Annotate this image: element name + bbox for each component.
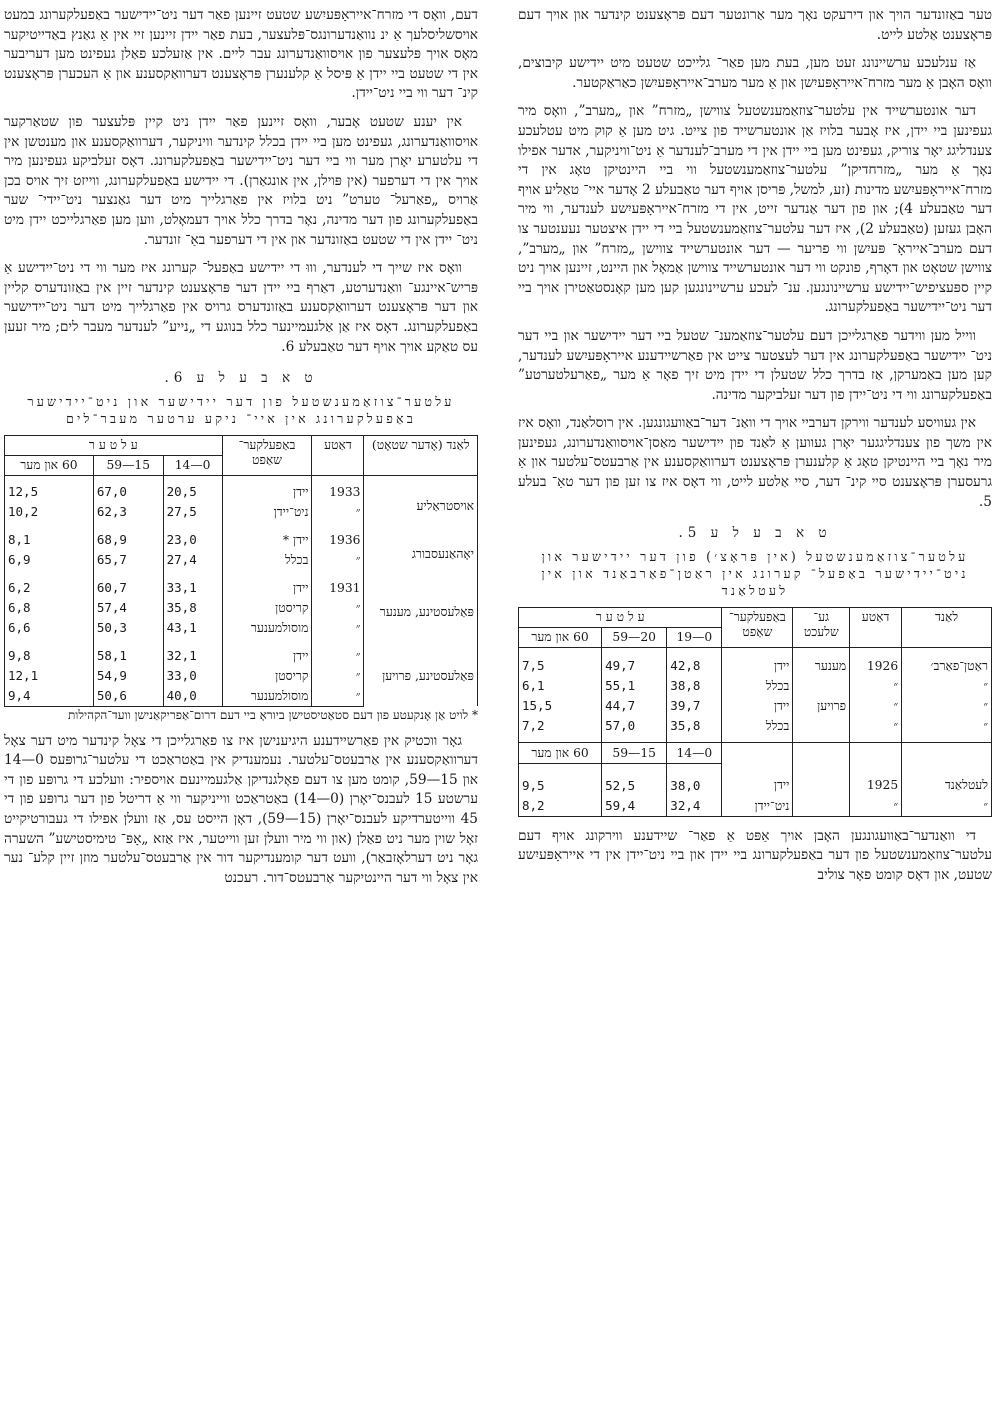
table-6-heading: ט א ב ע ל ע 6. xyxy=(164,370,318,387)
table-row: פּאַלעסטינע, מענער 1931 יידן 33,1 60,7 6,2 xyxy=(5,578,478,598)
table-row: ״ קריסטן 35,8 57,4 6,8 xyxy=(5,598,478,618)
table-row: ״ בכלל 27,4 65,7 6,9 xyxy=(5,550,478,578)
table-row: ״ ניט־יידן 27,5 62,3 10,2 xyxy=(5,502,478,530)
table-5-heading: ט א ב ע ל ע 5. xyxy=(678,525,832,542)
table-row: ״ ״ בכלל 35,8 57,0 7,2 xyxy=(519,716,992,743)
table-6-footnote: * לויט אַן אָנקעטע פון דעם סטאַטיסטישן ביוראָ ביי דעם דרום־אַפריקאַנישן וועד־הקהילות xyxy=(67,707,478,722)
paragraph: די וואַנדער־באַוועגונגען האָבן אויך אַפּט אַ פאַר־ שיידענע ווירקונג אויף דעם עלטער־צוזאַמענשטעל פון דער באַפעלקערונג ביי יידן און ביי ניט־יידן אין די אייראָפּעיִשע שטעט, און דאָס קומט פאָר צוליב xyxy=(518,827,992,884)
table-row: ״ ״ בכלל 38,8 55,1 6,1 xyxy=(519,676,992,696)
right-column xyxy=(518,6,992,895)
age-band: 20—59 xyxy=(602,627,667,647)
paragraph: דעם, וואָס די מזרח־אייראָפּעיִשע שטעט זיינען פאַר דער ניט־יידישער באַפעלקערונג במעט אויסשליסלעך אַ ינ נוואַנדערונגס־פּלעצער, בעת פאַר יידן זיינען זיי אין אַ גאַנץ באַדייטיקער מאָס אויך פּלעצער פון אויסוואַנדערונג עבר ליים. אין אַזעלכע פאַלן געפינט מען דעריבער אין די שטעט ביי יידן אַ פּיסל אַ קלענערן פּראָצענט דערוואַקסענע און אַ העכערן פּראָצענט קינ־ דער ווי ביי ניט־יידן. xyxy=(4,7,478,102)
col-header-group: באַפעלקער־ שאַפט xyxy=(722,607,793,647)
col-header-group: באַפעלקער־ שאַפט xyxy=(222,435,312,475)
age-band: 15—59 xyxy=(602,742,667,763)
age-band: 15—59 xyxy=(93,455,163,475)
paragraph: וואָס איז שייך די לענדער, וווּ די יידישע באַפעל־ קערונג איז מער ווי די ניט־יידישע אַ פּריש־איינגע־ וואַנדערטע, דאַרף ביי יידן דער פּראָצענט קינדער זיין אין באַזונדערס קליין און דער פּראָצענט דערוואַקסענע באַזונדערס גרויס אין פאַרגלייך מיט דער ניט־יידישער באַפעלקערונג. דאָס איז אַן אַלגעמיינער כלל בנוגע די „נייע” לענדער מעבר לים; מיר זעען עס טאַקע אויך אויף דער טאַבעלע 6. xyxy=(4,260,478,355)
col-header-land: לאַנד (אָדער שטאָט) xyxy=(364,435,478,475)
table-subheader xyxy=(519,742,992,763)
age-band: 0—14 xyxy=(163,455,222,475)
paragraph: אין יענע שטעט אָבער, וואָס זיינען פאַר יידן ניט קיין פּלעצער פון שטאַרקער אויסוואַנדערונג, געפינט מען ביי יידן בכלל קינדער וויניקער, דערוואַקסענע און מענטשן אין די עלטערע יאָרן מער ווי ביי דער ניט־יידישער באַפעלקערונג. דאָס זעלביקע געפינען מיר אויך אין די דערפער (אין פּוילן, אין אונגאַרן). די יידישע באַפעלקערונג, ווייזט זיך אויס בכן אַרויס „פאַרעל־ טערט” ניט בלויז אין פאַרגלייך מיט דער גאַנצער ניט־יידי־ שער באַפעלקערונג פון דער מדינה, נאָר בדרך כלל אויך דעמאָלט, ווען מען פאַרגלייכט יידן מיט ניט־ יידן אין די שטעט באַזונדער און אין די דערפער באַ־ זונדער. xyxy=(4,113,478,248)
table-row: ״ קריסטן 33,0 54,9 12,1 xyxy=(5,666,478,686)
table-5 xyxy=(518,607,992,817)
table-6 xyxy=(4,435,478,707)
table-row: פּאַלעסטינע, פרויען ״ יידן 32,1 58,1 9,8 xyxy=(5,646,478,666)
table-row: ״ מוסולמענער 40,0 50,6 9,4 xyxy=(5,686,478,707)
table-row: יאָהאַנעסבורג 1936 יידן * 23,0 68,9 8,1 xyxy=(5,530,478,550)
col-header-year: דאַטע xyxy=(312,435,364,475)
paragraph: אין געוויסע לענדער ווירקן דערביי אויך די וואַנ־ דער־באַוועגונגען. אין רוסלאַנד, וואָס איז אין משך פון צענדליגגער יאָרן געווען אַ לאַנד פון יידישער מאַסן־אויסוואַנדערונג, געפינען מיר נאָך ביי היינטיקן טאָג אַ קלענערן פּראָצענט דערוואַקסענע אין אַרבעטס־עלטער און אַ גרעסערן פּראָצענט סיי קינ־ דער, סיי אַלטע לייט, ווי דאָס איז צו זען פון דער טאַ־ בעלע 5. xyxy=(518,415,992,510)
col-header-land: לאַנד xyxy=(902,607,992,647)
age-band: 60 און מער xyxy=(519,627,602,647)
table-row: ״ ״ ניט־יידן 32,4 59,4 8,2 xyxy=(519,796,992,817)
col-header-sex: גע־ שלעכט xyxy=(793,607,850,647)
table-row: ״ מוסולמענער 43,1 50,3 6,6 xyxy=(5,618,478,646)
age-band: 60 און מער xyxy=(519,742,602,763)
paragraph: ווייל מען ווידער פאַרגלייכן דעם עלטער־צוזאַמענ־ שטעל ביי דער יידישער און ביי דער ניט־ יידישער באַפעלקערונג אין דער לעצטער צייט אין פאַרשיידענע אייראָפּעיִשע לענדער, קען מען באַמערקן, אַז בדרך כלל שטעלן די יידן מיט זיך פאָר אַ מער „פאַרעלטערטע” באַפעלקערונג ווי די ניט־יידן פון דער זעלביקער מדינה. xyxy=(518,327,992,403)
paragraph: אַז ענלעכע ערשיינונג זעט מען, בעת מען פאַר־ גלייכט שטעט מיט יידישע קיבוצים, וואָס האָבן אַ מער מזרח־אייראָפּעיִשן און אַ מער מערב־אייראָפּעיִשן כאַראַקטער. xyxy=(518,55,992,91)
table-row: לעטלאַנד 1925 יידן 38,0 52,5 9,5 xyxy=(519,763,992,796)
age-band: 0—14 xyxy=(667,742,722,763)
paragraph: טער באַזונדער הויך און דירעקט נאָך מער אַרונטער דעם פּראָצענט קינדער און אויך דעם פּראָצענט אַלטע לייט. xyxy=(518,7,992,43)
table-row: ראַטן־פאַרב׳ 1926 מענער יידן 42,8 49,7 7,5 xyxy=(519,647,992,676)
table-row: ״ ״ פרויען יידן 39,7 44,7 15,5 xyxy=(519,696,992,716)
paragraph: דער אונטערשייד אין עלטער־צוזאַמענשטעל צווישן „מזרח” און „מערב”, וואָס מיר געפינען ביי יידן, איז אָבער בלויז אַן אונטערשייד פון צייט. גיט מען אַ קוק מיט עטלעכע צענדליגג יאָר צוריק, געפינט מען ביי יידן אין די מערב־לענדער אַ ניט־וויניקער, אדער אפילו נאָך אַ מער „מזרחדיקן” עלטער־צוזאַמענשטעל ווי ביי היינטיקן טאָג אין די מזרח־אייראָפּעיִשע מדינות (זע, למשל, פּריסן אויף דער טאַבעלע 2 אָדער איי־ טאַליע אויף דער טאַבעלע 4); און פון דער אַנדער זייט, אין די מזרח־אייראָפּעיִשע לענדער, ווי מיר האָבן געזען (טאַבעלע 2), איז דער עלטער־צוזאַמענשטעל ביי די יידן איצטער נעענטער צו דעם מערב־אייראָ־ פּעיִשן ווי פריער — דער אונטערשייד צווישן „מזרח” און „מערב”, צווישן שטאָט און דאָרף, פונקט ווי דער אונטערשייד צווישן אַמאָל און היינט, זיינען אויך ניט קיין ספּעציפיש־יידישע ערשיינונגען. ענ־ לעכע ערשיינונגען קען מען קאָנסטאַטירן אויך ביי דער ניט־יידישער באַפעלקערונג. xyxy=(518,103,992,316)
table-row: אויסטראַליע 1933 יידן 20,5 67,0 12,5 xyxy=(5,475,478,502)
left-column xyxy=(4,6,478,897)
col-header-age: ע ל ט ע ר xyxy=(5,435,223,455)
col-header-year: דאַטע xyxy=(850,607,902,647)
age-band: 0—19 xyxy=(667,627,722,647)
table-5-caption: עלטער־צוזאַמענשטעל (אין פּראָצ׳) פון דער יידישער און ניט־יידישער באַפעל־ קערונג אין ראַטן־פאַרבאַנד און אין לעטלאַנד xyxy=(541,548,969,598)
table-6-caption: עלטער־צוזאַמענשטעל פון דער יידישער און ניט־יידישער באַפעלקערונג אין איי־ ניקע ערטער מעבר־לים xyxy=(27,393,455,426)
paragraph: גאָר ווכטיק אין פאַרשיידענע היגיענישן איז צו פאַרגלייכן די צאָל קינדער מיט דער צאָל דערוואַקסענע אין אַרבעטס־עלטער. נעמענדיק אין באַטראַכט די עלטער־גרופּעס 0—14 און 15—59, קומט מען צו דעם פאָלגנדיקן אַלגעמיינעם אויספיר: וועלכע די גרופּע פון די ערשטע 15 לעבנס־יאָרן (0—14) באַטראַכט ווייניקער ווי אַ דריטל פון דער גרופּע פון די 45 ווייטערדיקע לעבנס־יאָרן (15—59), דאָן הייסט עס, אַז וועלן אפילו די געבורטיקייט זאָל שוין מער ניט פאַלן (און ווי מיר וועלן זען ווייטער, איז אַזא „אָפּ־ טימיסטישע” השערה גאָר ניט דערלאָזבאַר), וועט דער קומענדיקער דור אין אַרבעטס־עלטער מוזן זיין קלע־ נער אין צאָל ווי דער היינטיקער אַרבעטס־דור. רעכנט xyxy=(4,732,479,886)
col-header-age: ע ל ט ע ר xyxy=(519,607,722,627)
age-band: 60 און מער xyxy=(5,455,94,475)
